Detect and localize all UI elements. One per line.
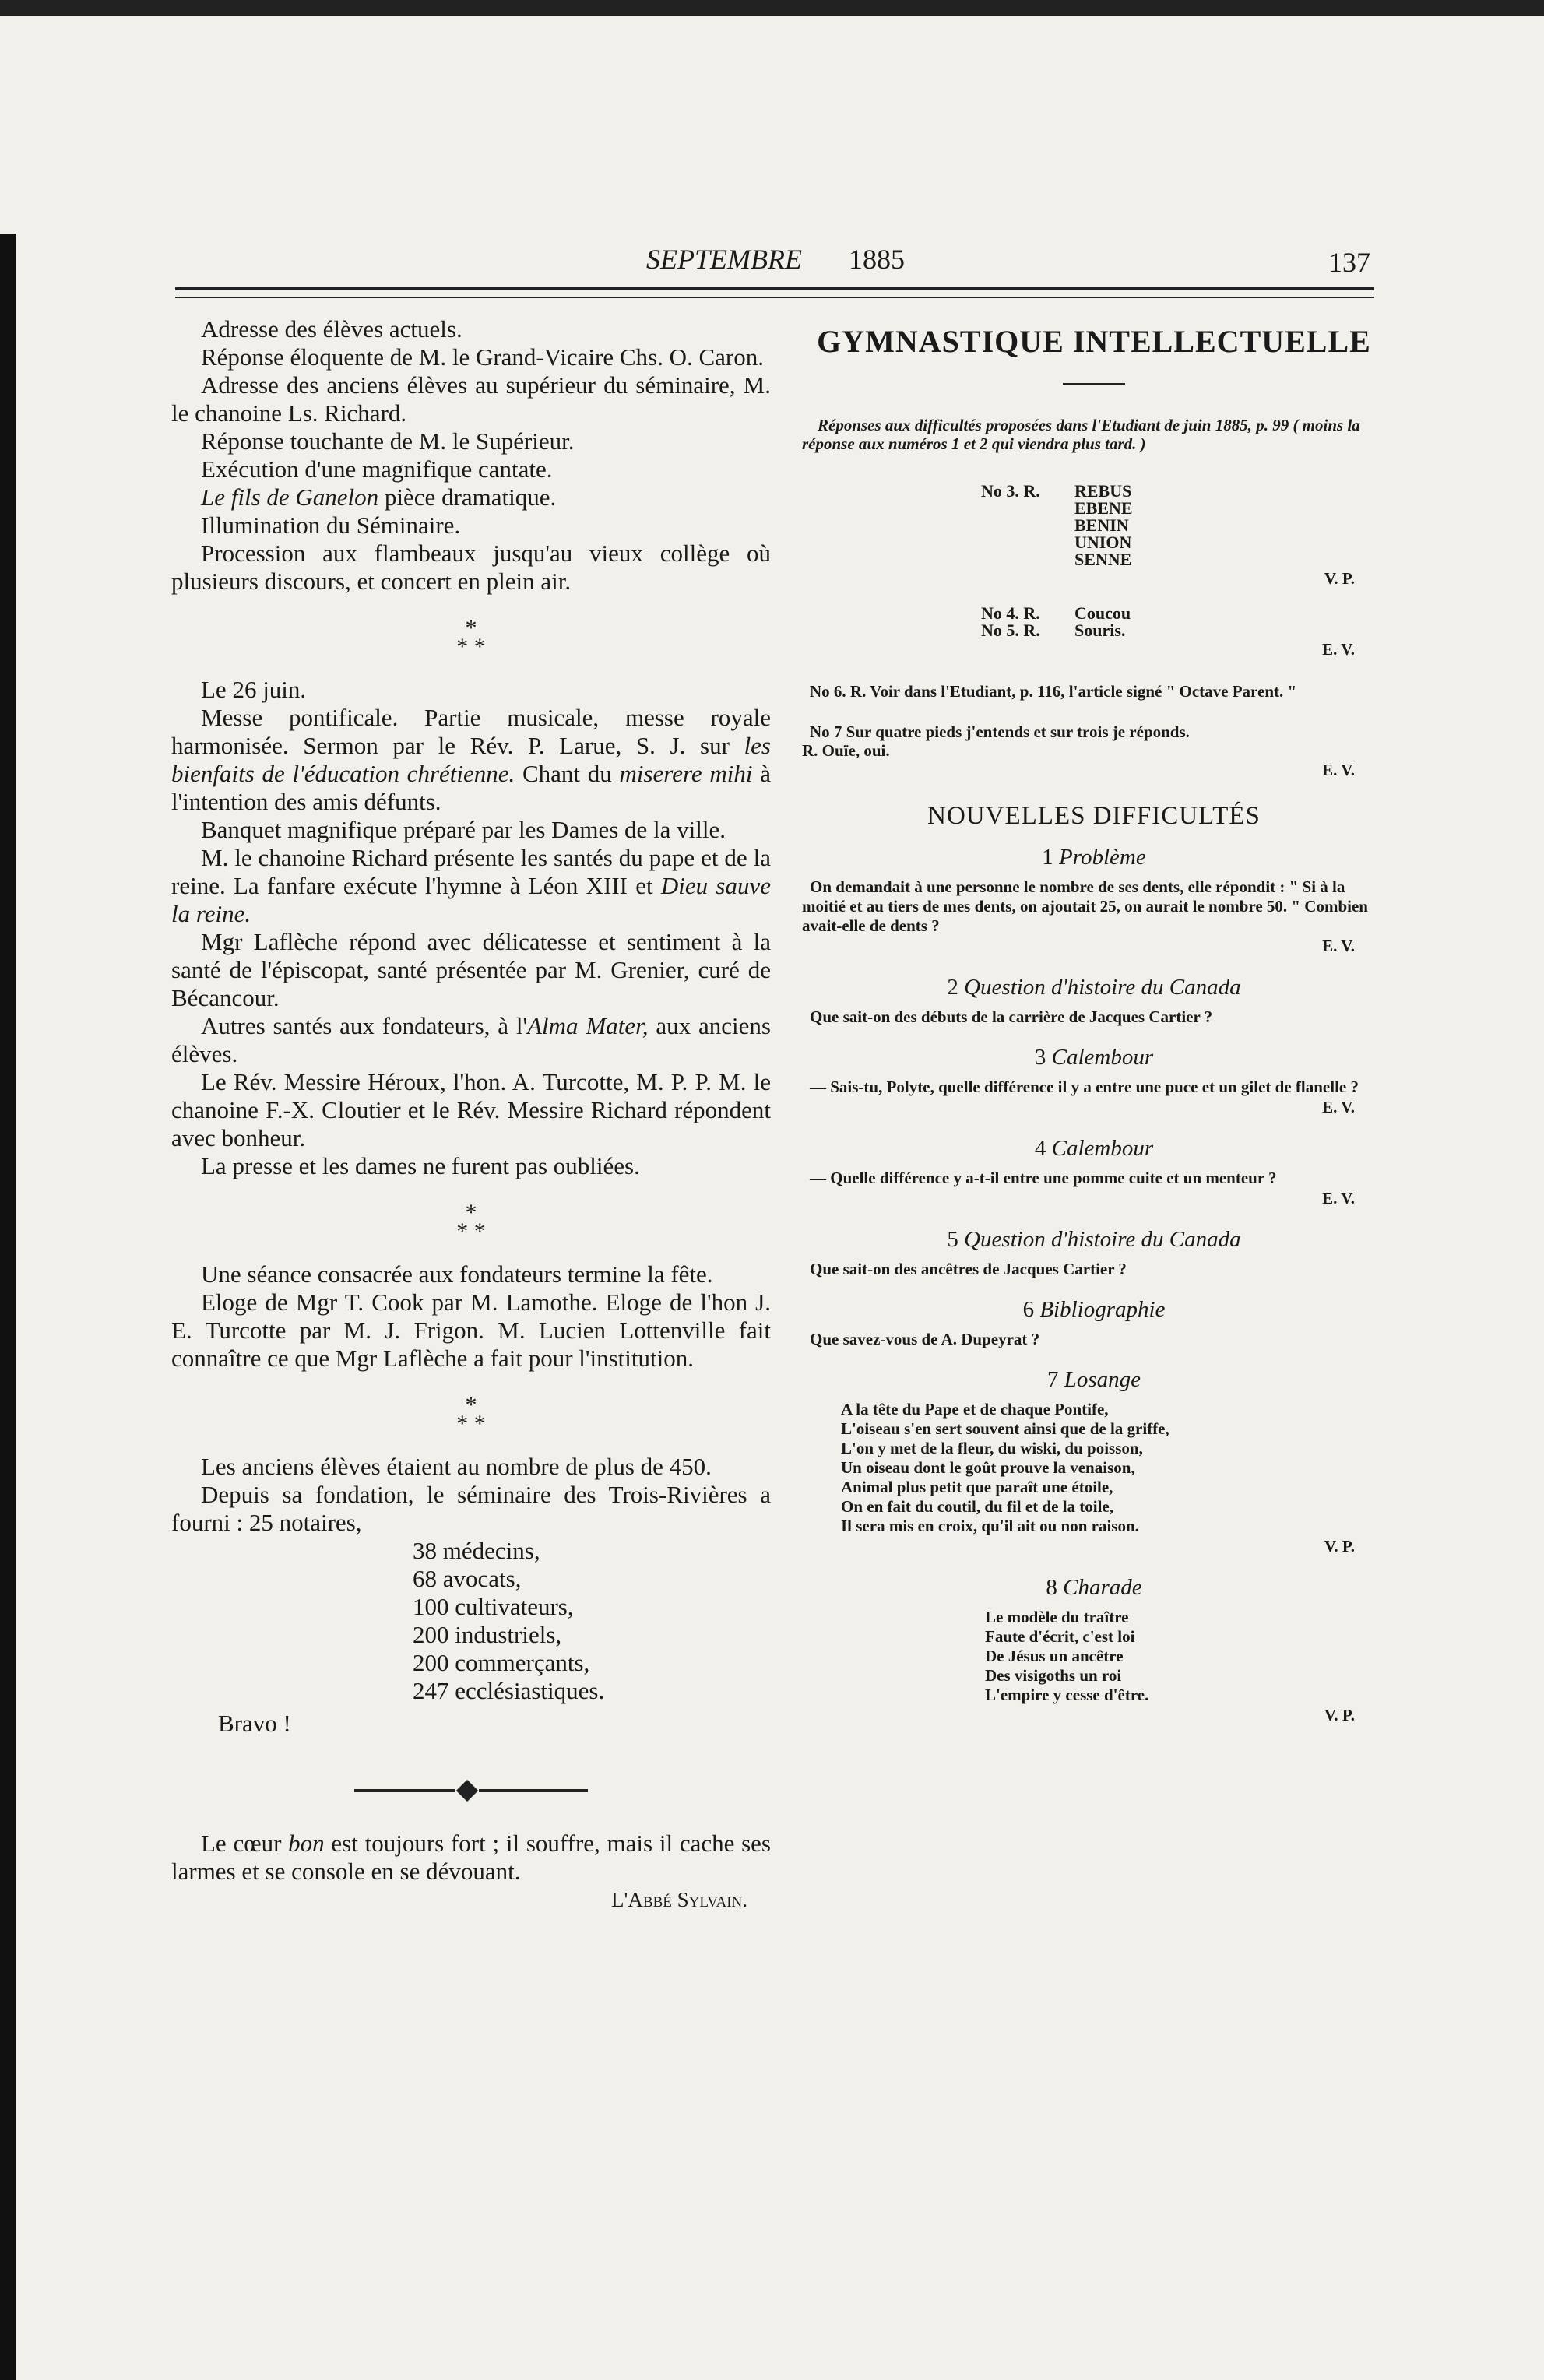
alma-mater: Alma Mater, [527,1012,649,1039]
problem-title: Question d'histoire du Canada [964,975,1241,1000]
problem-title: Problème [1059,845,1146,870]
problem-number: 7 [1046,1367,1059,1392]
program-item [171,483,771,512]
text: Chant du [515,760,620,787]
poem-line: L'empire y cesse d'être. [985,1686,1149,1704]
eloge-paragraph: Eloge de Mgr T. Cook par M. Lamothe. Eloge de l'hon J. E. Turcotte par M. J. Frigon. M. Lucien Lottenville fait connaître ce que Mgr Laflèche a fait pour l'institution. [171,1288,771,1372]
initials: E. V. [1322,1189,1355,1208]
list-item: 100 cultivateurs, [413,1593,574,1620]
section-title: GYMNASTIQUE INTELLECTUELLE [817,324,1371,359]
list-item: 38 médecins, [413,1537,540,1564]
poem-line: Un oiseau dont le goût prouve la venaison, [841,1458,1135,1477]
problem-number: 5 [947,1227,958,1252]
text: Autres santés aux fondateurs, à l' [201,1012,528,1039]
rebus-word: BENIN [1074,515,1129,535]
closing-paragraph [171,1830,771,1886]
program-item: Réponse touchante de M. le Supérieur. [201,427,575,455]
subsection-title: NOUVELLES DIFFICULTÉS [927,802,1261,830]
answer-label: No 4. R. [981,603,1040,623]
text: Réponses aux difficultés proposées dans l' [818,416,1102,434]
answer-label: No 3. R. [981,481,1040,501]
page-number: 137 [1328,247,1370,278]
problem-heading [802,1047,1386,1068]
play-desc: pièce dramatique. [378,483,557,511]
author-signature: L'Abbé Sylvain. [611,1888,747,1911]
program-item: Réponse éloquente de M. le Grand-Vicaire Chs. O. Caron. [201,343,764,371]
problem-number: 2 [947,975,958,1000]
problem-title: Bibliographie [1039,1297,1166,1322]
problem-title: Losange [1064,1367,1141,1392]
text: à l'intention des amis défunts. [171,760,771,815]
problem-heading [802,847,1386,868]
problem-number: 1 [1042,845,1053,870]
poem-line: L'oiseau s'en sert souvent ainsi que de la griffe, [841,1419,1169,1438]
text: M. le chanoine Richard présente les santés du pape et de la reine. La fanfare exécute l'hymne à Léon XIII et [171,844,771,899]
poem-line: Faute d'écrit, c'est loi [985,1627,1135,1646]
text: Messe pontificale. Partie musicale, messe royale harmonisée. Sermon par le Rév. P. Larue, S. J. sur [171,704,771,759]
initials: V. P. [1324,1706,1355,1724]
header-year: 1885 [849,244,905,275]
poem-line: Il sera mis en croix, qu'il ait ou non raison. [841,1517,1139,1535]
program-item: Adresse des anciens élèves au supérieur du séminaire, M. le chanoine Ls. Richard. [171,371,771,427]
problem-number: 8 [1046,1575,1057,1600]
left-column [171,315,771,1914]
graduate-list [413,1537,771,1705]
seance-paragraph: Une séance consacrée aux fondateurs termine la fête. [201,1260,713,1288]
sermon-title: les bienfaits de l'éducation chrétienne. [171,732,771,787]
losange-poem [841,1400,1386,1536]
charade-poem [985,1608,1386,1705]
initials: E. V. [1322,761,1355,779]
initials: E. V. [1322,640,1355,659]
bravo: Bravo ! [218,1710,291,1737]
problem-number: 6 [1022,1297,1035,1322]
initials: V. P. [1324,569,1355,588]
answer-6: No 6. R. Voir dans l'Etudiant, p. 116, l'article signé " Octave Parent. " [810,682,1297,701]
program-item: Illumination du Séminaire. [201,512,461,539]
problem-number: 3 [1034,1045,1046,1070]
list-item: 247 ecclésiastiques. [413,1677,605,1704]
problem-title: Charade [1063,1575,1142,1600]
depuis-paragraph: Depuis sa fondation, le séminaire des Trois-Rivières a fourni : 25 notaires, [171,1481,771,1536]
section-stars: * * * [456,1200,486,1244]
poem-line: Le modèle du traître [985,1608,1129,1626]
text: Le cœur [201,1830,289,1857]
messe-paragraph [171,704,771,816]
answer-7: No 7 Sur quatre pieds j'entends et sur trois je réponds. [810,722,1190,741]
initials: V. P. [1324,1537,1355,1556]
program-item: Adresse des élèves actuels. [201,315,462,343]
list-item: 68 avocats, [413,1565,522,1592]
presse-paragraph: La presse et les dames ne furent pas oubliées. [201,1152,640,1179]
list-item: 200 commerçants, [413,1649,590,1676]
program-item: Exécution d'une magnifique cantate. [201,455,553,483]
problem-text: Que savez-vous de A. Dupeyrat ? [810,1330,1040,1348]
poem-line: A la tête du Pape et de chaque Pontife, [841,1400,1109,1419]
problem-heading [802,1299,1386,1320]
rebus-word: SENNE [1074,550,1132,569]
play-title: Le fils de Ganelon [201,483,379,511]
chant-title: miserere mihi [619,760,753,787]
answer-text: Souris. [1074,620,1126,640]
initials: E. V. [1322,1098,1355,1116]
emphasis: bon [288,1830,325,1857]
rebus-word: EBENE [1074,498,1133,518]
poem-line: L'on y met de la fleur, du wiski, du poisson, [841,1439,1143,1457]
answer-4-5 [981,605,1386,639]
anciens-paragraph: Les anciens élèves étaient au nombre de plus de 450. [201,1453,712,1480]
short-rule [1063,383,1125,385]
answer-text: Coucou [1074,603,1131,623]
program-item: Procession aux flambeaux jusqu'au vieux collège où plusieurs discours, et concert en plein air. [171,540,771,595]
problem-text: Que sait-on des ancêtres de Jacques Cartier ? [810,1260,1127,1278]
header-month: SEPTEMBRE [646,244,802,275]
problem-heading [802,1577,1386,1598]
problem-text: On demandait à une personne le nombre de ses dents, elle répondit : " Si à la moitié et au tiers de mes dents, on ajoutait 25, on aurait le nombre 50. " Combien avait-elle de dents ? [802,877,1368,935]
scan-top-border [0,0,1544,16]
text: est toujours fort ; il souffre, mais il cache ses larmes et se console en se dévouant. [171,1830,771,1885]
ornament-divider [354,1783,588,1798]
banquet-paragraph: Banquet magnifique préparé par les Dames de la ville. [201,816,726,843]
poem-line: On en fait du coutil, du fil et de la toile, [841,1497,1114,1516]
list-item: 200 industriels, [413,1621,562,1648]
problem-text: — Quelle différence y a-t-il entre une pomme cuite et un menteur ? [810,1169,1277,1187]
rebus-word: UNION [1074,533,1132,552]
header-rule-thin [175,297,1374,298]
page-header [156,243,1378,282]
problem-title: Calembour [1051,1136,1154,1161]
problem-heading [802,1138,1386,1159]
problem-text: — Sais-tu, Polyte, quelle différence il y a entre une puce et un gilet de flanelle ? [810,1078,1359,1096]
poem-line: Des visigoths un roi [985,1666,1122,1685]
problem-heading [802,1229,1386,1250]
lafleche-paragraph: Mgr Laflèche répond avec délicatesse et sentiment à la santé de l'épiscopat, santé présentée par M. Grenier, curé de Bécancour. [171,928,771,1011]
section-stars: * * * [456,1392,486,1436]
text: Etudiant [1101,416,1161,434]
autres-paragraph [171,1012,771,1068]
problem-heading [802,1369,1386,1390]
sante-paragraph [171,844,771,928]
poem-line: De Jésus un ancêtre [985,1647,1124,1665]
answer-7-reply: R. Ouïe, oui. [802,741,890,760]
answer-rebus [981,483,1386,568]
text: de juin 1885, p. 99 ( moins la réponse aux numéros 1 et 2 qui viendra plus tard. ) [802,416,1360,453]
answer-label: No 5. R. [981,620,1040,640]
text: aux anciens élèves. [171,1012,771,1067]
problem-heading [802,977,1386,998]
initials: E. V. [1322,937,1355,955]
header-rule-thick [175,287,1374,290]
rebus-word: REBUS [1074,481,1132,501]
poem-line: Animal plus petit que paraît une étoile, [841,1478,1113,1496]
problem-title: Calembour [1051,1045,1154,1070]
problem-title: Question d'histoire du Canada [964,1227,1241,1252]
hymn-title: Dieu sauve la reine. [171,872,771,927]
section-stars: * * * [456,615,486,659]
problem-text: Que sait-on des débuts de la carrière de Jacques Cartier ? [810,1007,1213,1026]
scan-left-border [0,234,16,2380]
heroux-paragraph: Le Rév. Messire Héroux, l'hon. A. Turcotte, M. P. P. M. le chanoine F.-X. Cloutier et le Rév. Messire Richard répondent avec bonheur. [171,1068,771,1151]
intro-text [802,416,1386,453]
date-heading: Le 26 juin. [201,676,307,703]
problem-number: 4 [1034,1136,1046,1161]
right-column [802,324,1386,1726]
